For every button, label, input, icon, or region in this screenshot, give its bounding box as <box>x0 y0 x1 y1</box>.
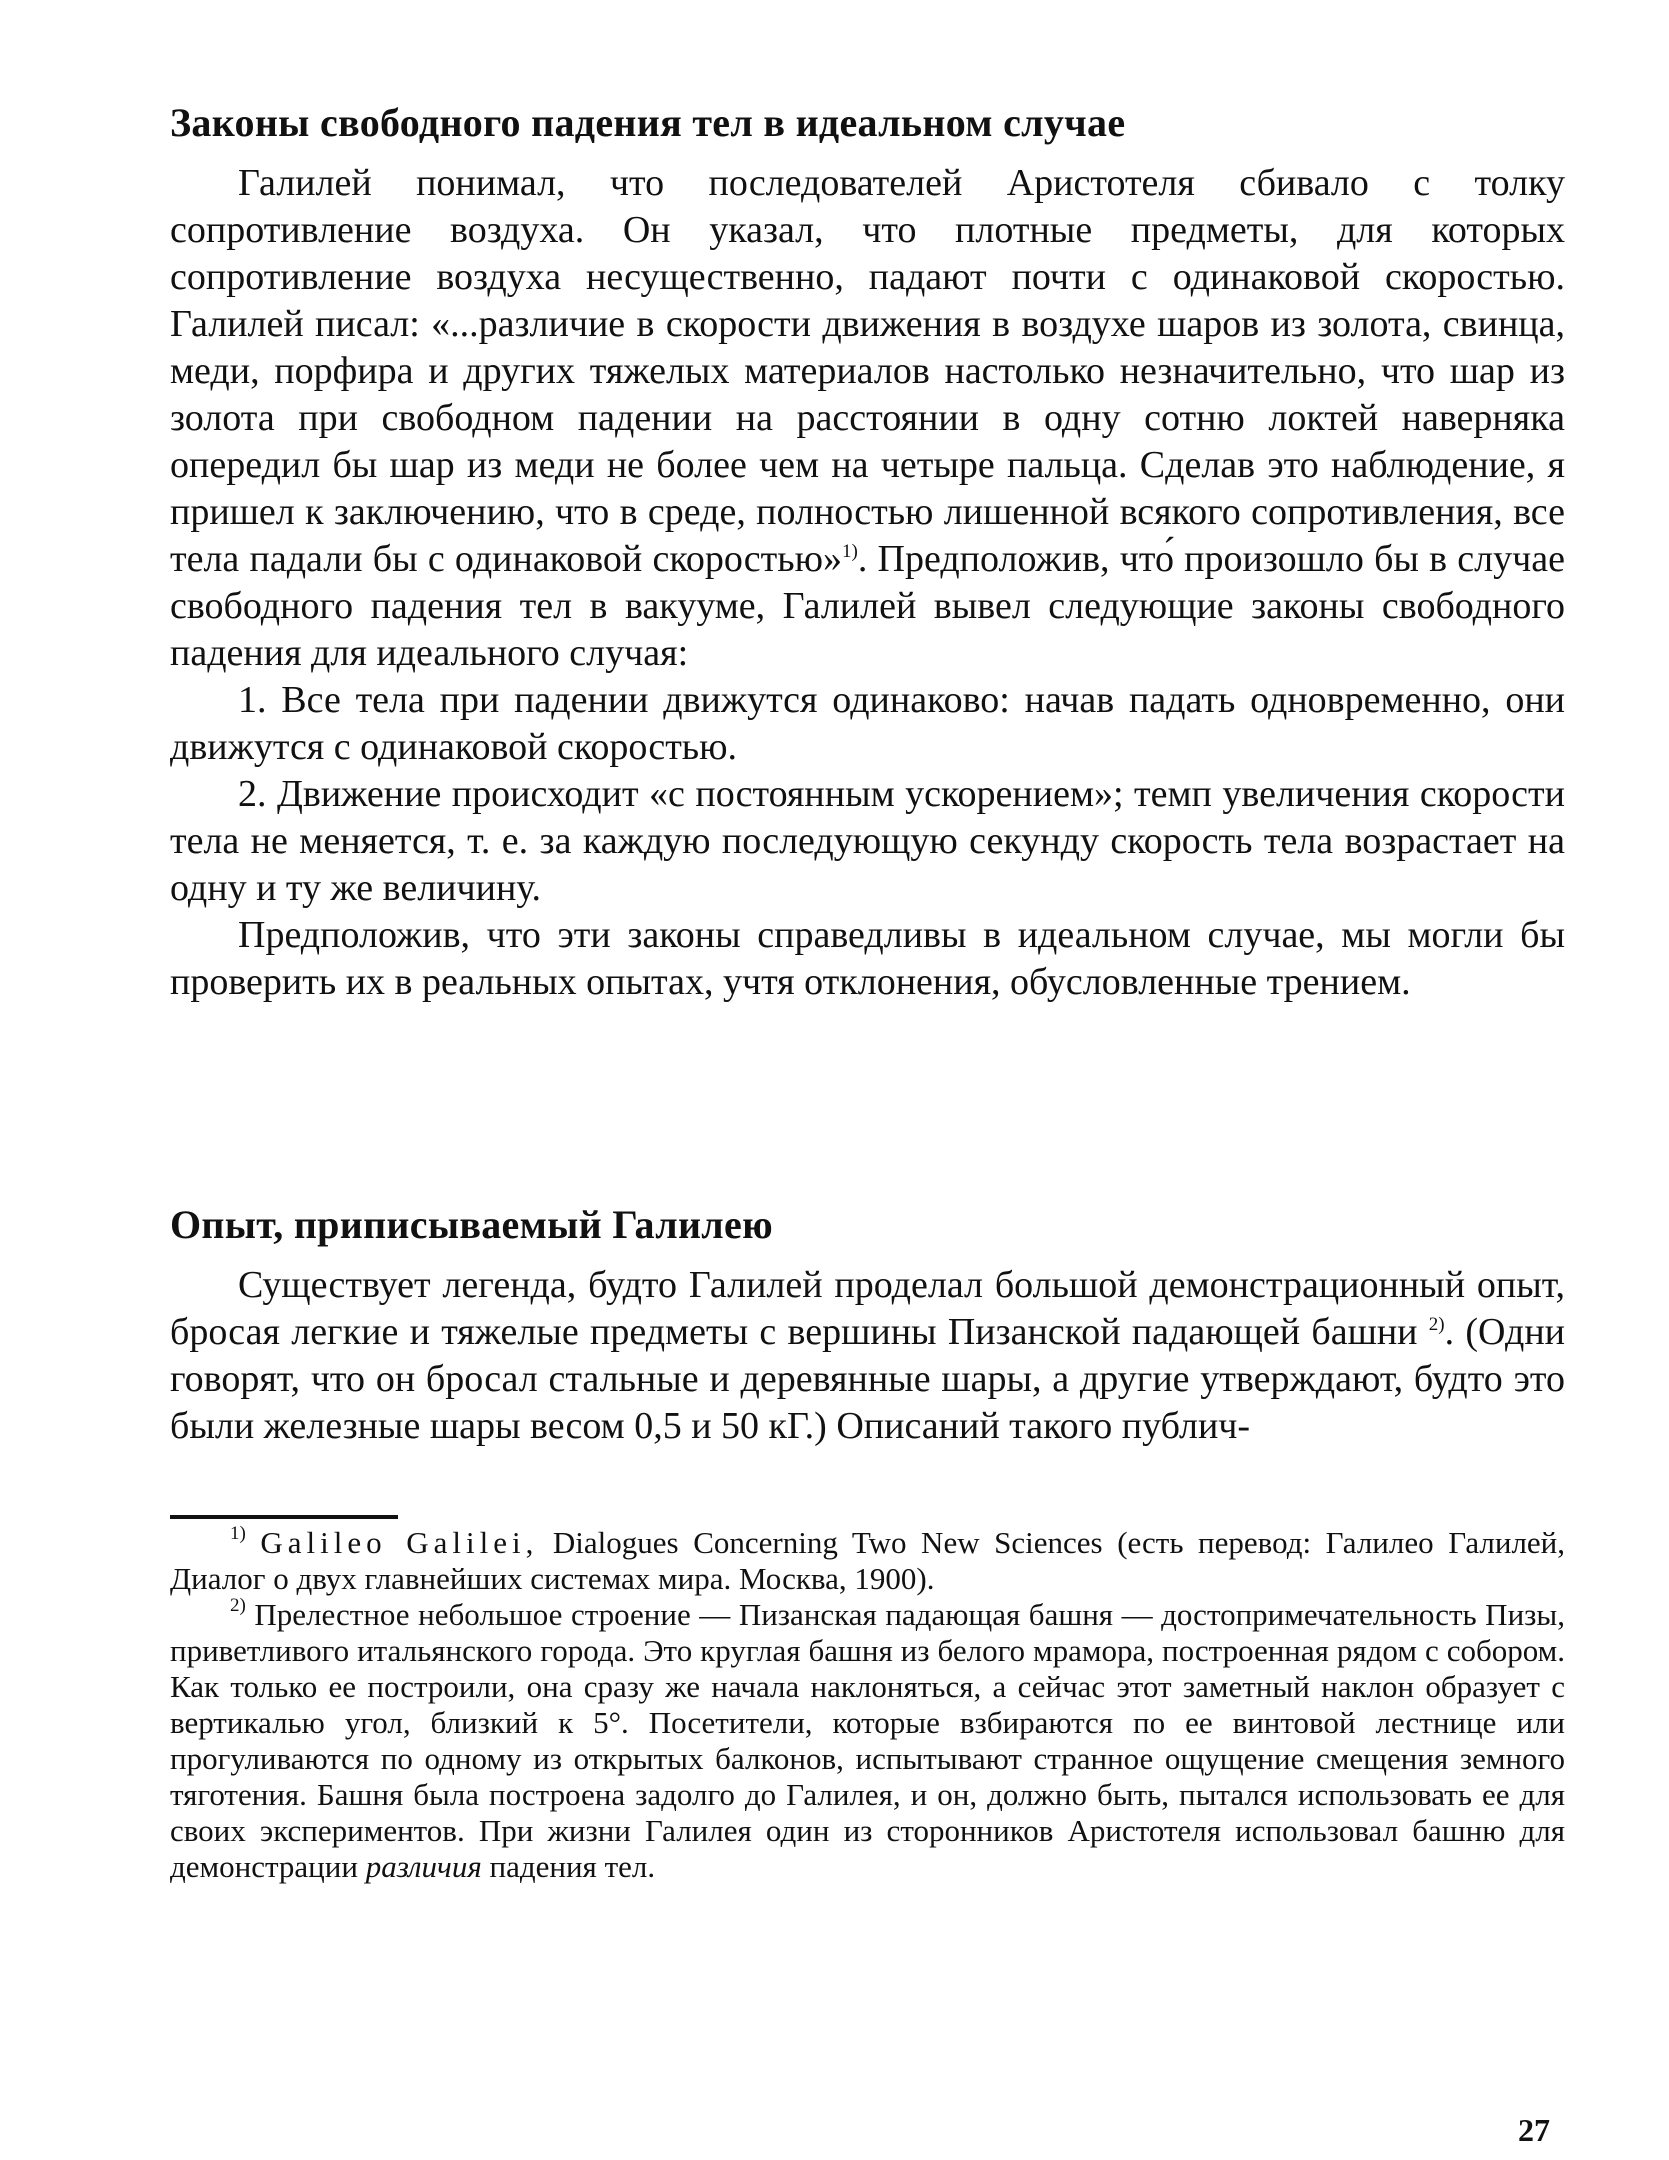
footnotes <box>170 1525 1565 1885</box>
page-number: 27 <box>1518 2112 1550 2148</box>
paragraph: Галилей понимал, что последователей Аристотеля сбивало с толку сопротивление воздуха. Он указал, что плотные предметы, для которых сопротивление воздуха несущественно, падают почти с одинаковой скоростью. Галилей писал: «...различие в скорости движения в воздухе шаров из золота, свинца, меди, порфира и других тяжелых материалов настолько незначительно, что шар из золота при свободном падении на расстоянии в одну сотню локтей наверняка опередил бы шар из меди не более чем на четыре пальца. Сделав это наблюдение, я пришел к заключению, что в среде, полностью лишенной всякого сопротивления, все тела падали бы с одинаковой скоростью»$^{1)}$. Предположив, что́ произошло бы в случае свободного падения тел в вакууме, Галилей вывел следующие законы свободного падения для идеального случая: <box>170 162 1565 674</box>
paragraph: Предположив, что эти законы справедливы в идеальном случае, мы могли бы проверить их в реальных опытах, учтя отклонения, обусловленные трением. <box>170 914 1565 1003</box>
section-heading-free-fall-laws: Законы свободного падения тел в идеальном случае <box>170 100 1126 145</box>
footnote-divider <box>170 1515 398 1519</box>
section-heading-galileo-experiment: Опыт, приписываемый Галилею <box>170 1202 773 1247</box>
paragraph: Существует легенда, будто Галилей проделал большой демонстрационный опыт, бросая легкие и тяжелые предметы с вершины Пизанской падающей башни $^{2)}$. (Одни говорят, что он бросал стальные и деревянные шары, а другие утверждают, будто это были железные шары весом 0,5 и 50 кГ.) Описаний такого публич- <box>170 1264 1565 1447</box>
footnote-2: $^{2)}$ Прелестное небольшое строение — Пизанская падающая башня — достопримечательность Пизы, приветливого итальянского города. Это круглая башня из белого мрамора, построенная рядом с собором. Как только ее построили, она сразу же начала наклоняться, а сейчас этот заметный наклон образует с вертикалью угол, близкий к 5°. Посетители, которые взбираются по ее винтовой лестнице или прогуливаются по одному из открытых балконов, испытывают странное ощущение смещения земного тяготения. Башня была построена задолго до Галилея, и он, должно быть, пытался использовать ее для своих экспериментов. При жизни Галилея один из сторонников Аристотеля использовал башню для демонстрации различия падения тел. <box>170 1595 1565 1884</box>
footnote-ref: 2) <box>1428 1314 1445 1335</box>
law-1: 1. Все тела при падении движутся одинаково: начав падать одновременно, они движутся с одинаковой скоростью. <box>170 679 1565 768</box>
footnote-1: $^{1)}$ Galileo Galilei, Dialogues Concerning Two New Sciences (есть перевод: Галилео Галилей, Диалог о двух главнейших системах мира. Москва, 1900). <box>170 1523 1566 1596</box>
section1-body <box>170 160 1565 1006</box>
footnote-ref: 1) <box>841 541 858 562</box>
law-2: 2. Движение происходит «с постоянным ускорением»; темп увеличения скорости тела не меняется, т. е. за каждую последующую секунду скорость тела возрастает на одну и ту же величину. <box>170 773 1565 909</box>
section2-body <box>170 1262 1565 1450</box>
